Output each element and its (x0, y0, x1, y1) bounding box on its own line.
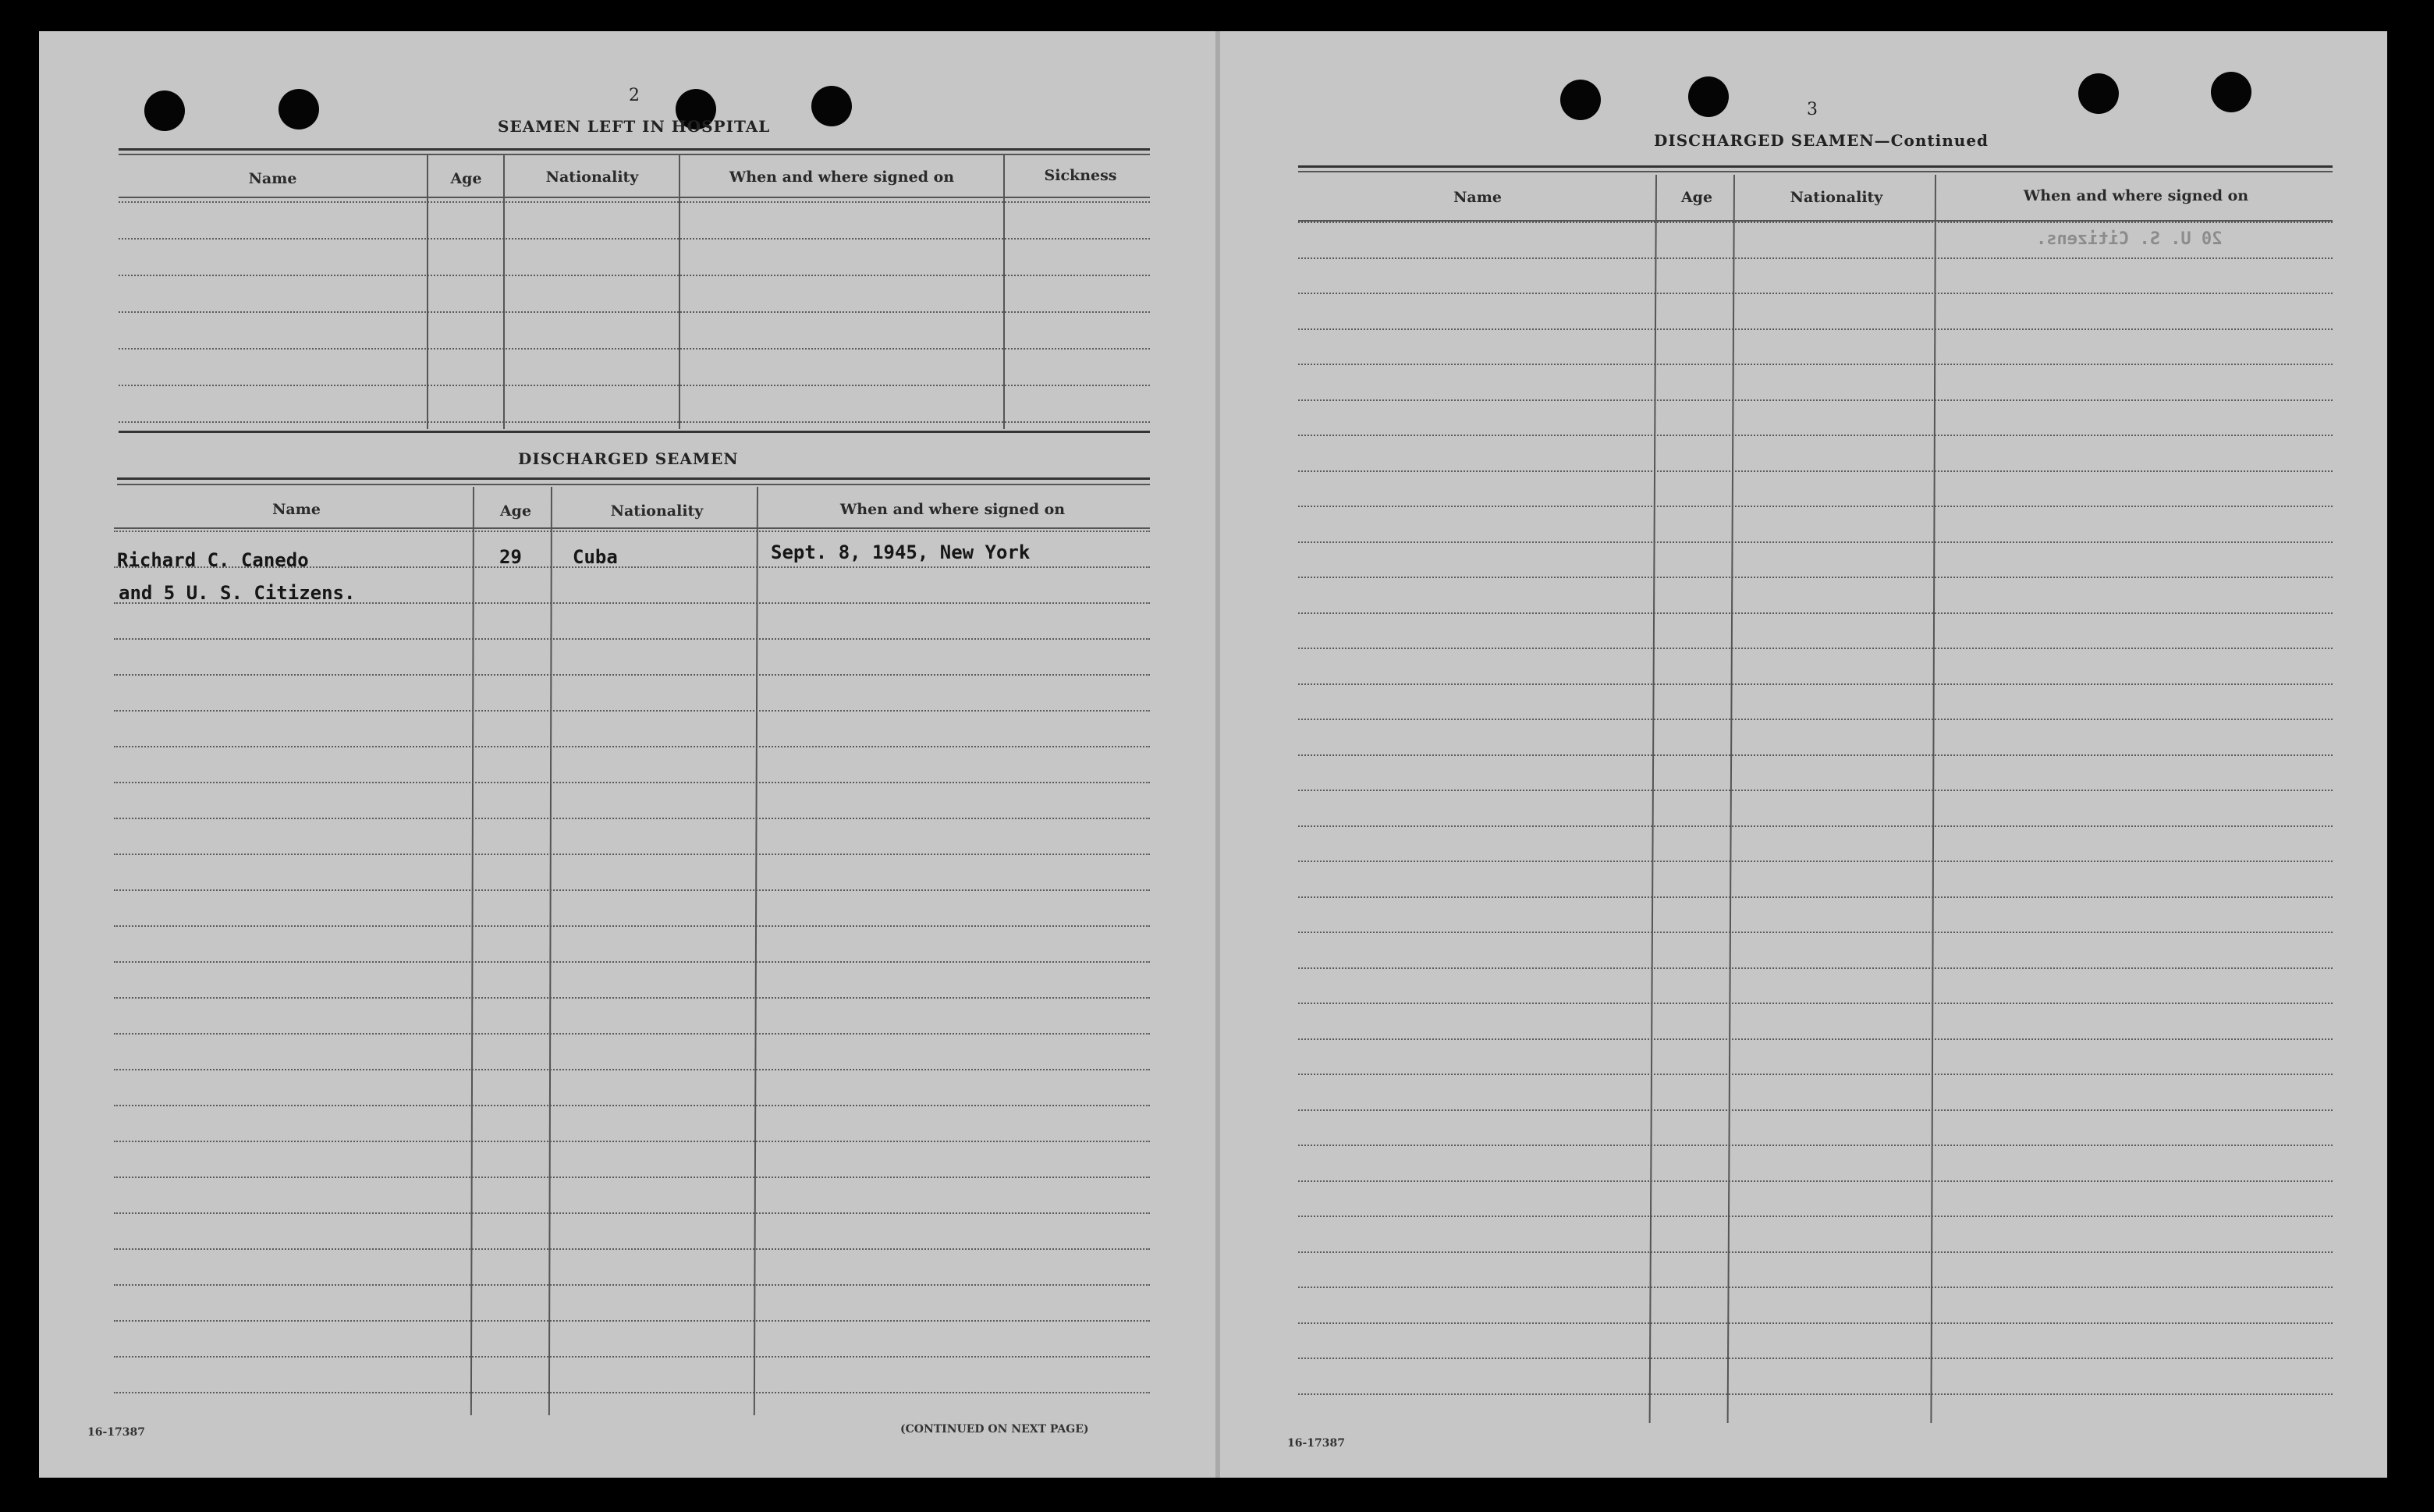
punch-hole (811, 86, 852, 126)
ruled-line (1298, 719, 2333, 720)
ruled-line (119, 275, 1150, 276)
right-top-rule (1298, 165, 2333, 168)
right-form-number: 16-17387 (1287, 1437, 1345, 1450)
hospital-column-divider (503, 154, 505, 429)
ruled-line (119, 311, 1150, 313)
ruled-line (114, 1069, 1150, 1070)
ruled-line (1298, 1109, 2333, 1111)
ruled-line (119, 348, 1150, 350)
ruled-line (114, 710, 1150, 712)
ruled-line (1298, 328, 2333, 330)
hospital-header-signed-on: When and where signed on (729, 169, 955, 186)
ruled-line (114, 997, 1150, 999)
left-page-number: 2 (629, 86, 640, 105)
ruled-line (1298, 1074, 2333, 1075)
ruled-line (114, 1141, 1150, 1142)
ruled-line (1298, 754, 2333, 756)
ruled-line (114, 925, 1150, 927)
ruled-line (1298, 790, 2333, 791)
discharged-top-rule (117, 477, 1150, 480)
seaman-nationality: Cuba (573, 546, 618, 568)
ruled-line (114, 531, 1150, 532)
ruled-line (1298, 470, 2333, 472)
punch-hole (279, 89, 319, 130)
hospital-top-rule (119, 154, 1150, 155)
ruled-line (114, 1320, 1150, 1322)
discharged-header-age: Age (499, 502, 532, 520)
ruled-line (1298, 1145, 2333, 1146)
ruled-line (119, 238, 1150, 240)
ruled-line (1298, 612, 2333, 614)
ruled-line (114, 1248, 1150, 1250)
ruled-line (114, 854, 1150, 855)
right-header-name: Name (1453, 189, 1502, 206)
hospital-header-age: Age (450, 170, 482, 187)
right-section-title: DISCHARGED SEAMEN—Continued (1654, 131, 1989, 150)
ruled-line (1298, 1358, 2333, 1359)
ruled-line (1298, 648, 2333, 649)
right-header-nationality: Nationality (1790, 189, 1883, 206)
ruled-line (1298, 293, 2333, 294)
ruled-line (114, 1105, 1150, 1106)
ruled-line (1298, 506, 2333, 507)
hospital-column-divider (427, 154, 428, 429)
hospital-section-title: SEAMEN LEFT IN HOSPITAL (498, 117, 771, 136)
header-underline (114, 527, 1150, 529)
right-page-number: 3 (1807, 100, 1818, 119)
ruled-line (114, 961, 1150, 963)
ruled-line (1298, 435, 2333, 436)
ruled-line (1298, 1180, 2333, 1182)
discharged-header-signed-on: When and where signed on (839, 501, 1066, 518)
ruled-line (119, 201, 1150, 203)
left-form-number: 16-17387 (87, 1426, 145, 1439)
ruled-line (1298, 541, 2333, 543)
ruled-line (1298, 896, 2333, 898)
hospital-top-rule (119, 148, 1150, 151)
ruled-line (1298, 257, 2333, 259)
ruled-line (1298, 861, 2333, 862)
ruled-line (114, 1033, 1150, 1035)
ruled-line (1298, 1003, 2333, 1004)
ruled-line (1298, 1287, 2333, 1288)
ruled-line (114, 889, 1150, 891)
ruled-line (119, 385, 1150, 386)
bleed-through-text: 20 U. S. Citizens. (2036, 229, 2223, 249)
ruled-line (1298, 1251, 2333, 1253)
header-underline (119, 197, 1150, 198)
hospital-column-divider (679, 154, 680, 429)
ruled-line (1298, 222, 2333, 223)
punch-hole (2211, 72, 2251, 112)
ruled-line (1298, 399, 2333, 401)
right-header-signed-on: When and where signed on (2023, 187, 2249, 204)
discharged-header-name: Name (272, 501, 321, 518)
discharged-section-title: DISCHARGED SEAMEN (518, 449, 739, 468)
ruled-line (114, 782, 1150, 783)
ruled-line (119, 421, 1150, 423)
discharged-header-nationality: Nationality (610, 502, 704, 520)
right-header-age: Age (1680, 189, 1713, 206)
seaman-name: Richard C. Canedo (117, 549, 309, 571)
ruled-line (1298, 1322, 2333, 1324)
seaman-name: and 5 U. S. Citizens. (119, 582, 356, 604)
discharged-top-rule (117, 484, 1150, 485)
continued-note: (CONTINUED ON NEXT PAGE) (900, 1423, 1089, 1436)
ruled-line (114, 746, 1150, 747)
ruled-line (114, 1392, 1150, 1393)
ruled-line (1298, 1393, 2333, 1395)
ruled-line (1298, 577, 2333, 578)
ruled-line (114, 638, 1150, 640)
ruled-line (114, 674, 1150, 676)
ruled-line (114, 1356, 1150, 1358)
ruled-line (114, 1284, 1150, 1286)
center-fold (1215, 31, 1220, 1478)
right-top-rule (1298, 171, 2333, 172)
hospital-header-nationality: Nationality (545, 169, 639, 186)
punch-hole (1688, 76, 1729, 117)
hospital-header-name: Name (248, 170, 297, 187)
hospital-column-divider (1003, 154, 1005, 429)
hospital-header-sickness: Sickness (1044, 167, 1117, 184)
ruled-line (114, 1212, 1150, 1214)
ruled-line (1298, 825, 2333, 827)
ruled-line (1298, 364, 2333, 365)
seaman-age: 29 (499, 546, 522, 568)
punch-hole (2078, 73, 2119, 114)
ruled-line (1298, 683, 2333, 685)
seaman-signed-on: Sept. 8, 1945, New York (771, 541, 1031, 563)
punch-hole (1560, 80, 1601, 120)
ruled-line (1298, 967, 2333, 969)
ruled-line (1298, 1038, 2333, 1040)
ruled-line (1298, 1216, 2333, 1217)
punch-hole (144, 91, 185, 131)
ruled-line (1298, 932, 2333, 933)
ruled-line (114, 818, 1150, 819)
ruled-line (114, 1177, 1150, 1178)
header-underline (1298, 220, 2333, 222)
hospital-bottom-rule (119, 431, 1150, 433)
